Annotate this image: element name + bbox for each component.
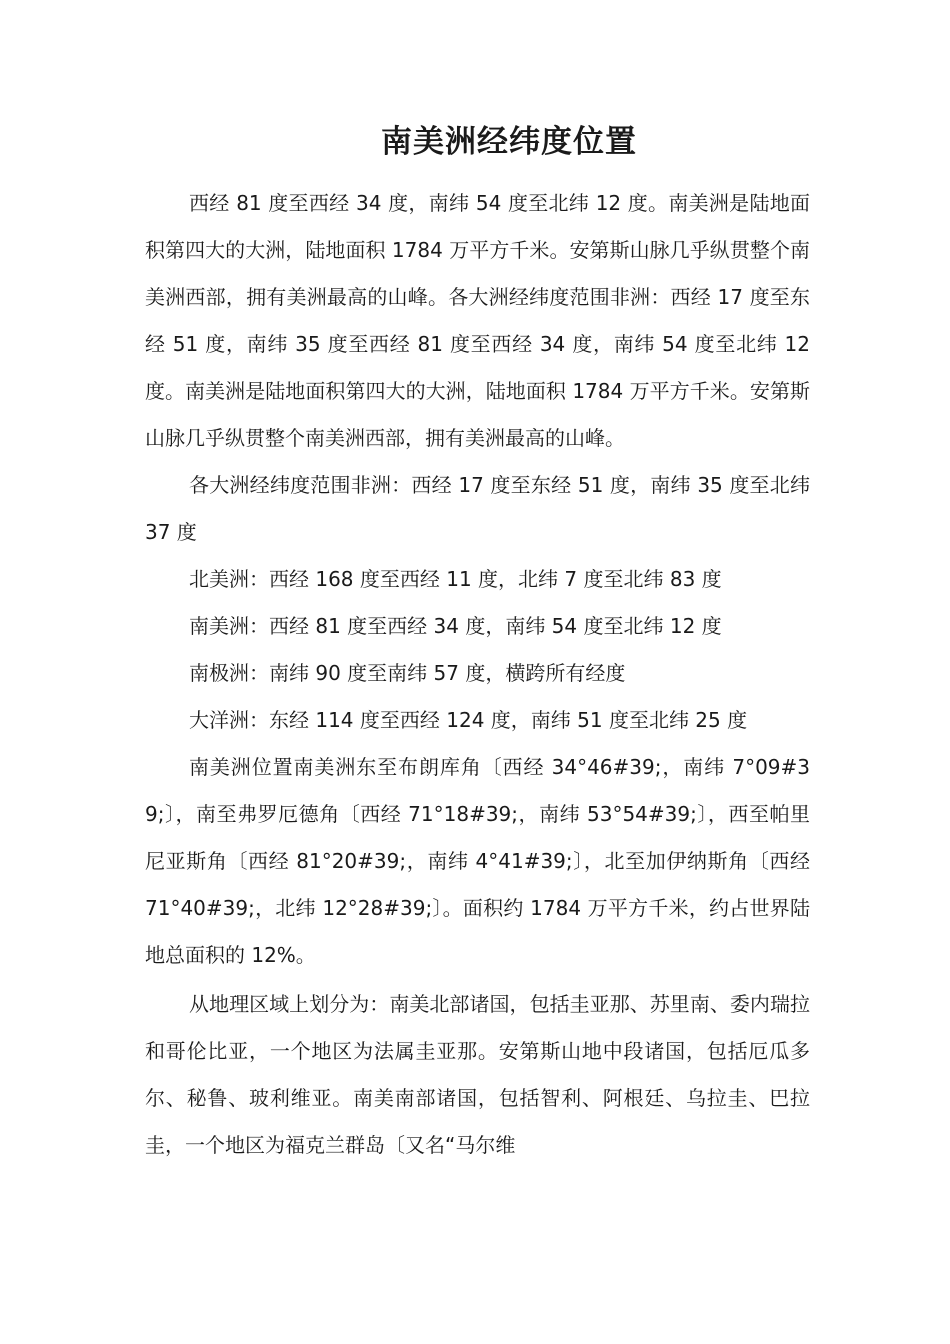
paragraph: 从地理区域上划分为：南美北部诸国，包括圭亚那、苏里南、委内瑞拉和哥伦比亚，一个地区为法属圭亚那。安第斯山地中段诸国，包括厄瓜多尔、秘鲁、玻利维亚。南美南部诸国，包括智利、阿根廷、乌拉圭、巴拉圭，一个地区为福克兰群岛〔又名“马尔维 [145, 992, 810, 1157]
paragraph: 各大洲经纬度范围非洲：西经 17 度至东经 51 度，南纬 35 度至北纬 37 度 [145, 473, 810, 544]
paragraph: 北美洲：西经 168 度至西经 11 度，北纬 7 度至北纬 83 度 [189, 567, 722, 591]
paragraph: 大洋洲：东经 114 度至西经 124 度，南纬 51 度至北纬 25 度 [189, 708, 748, 732]
paragraph: 西经 81 度至西经 34 度，南纬 54 度至北纬 12 度。南美洲是陆地面积第四大的大洲，陆地面积 1784 万平方千米。安第斯山脉几乎纵贯整个南美洲西部，拥有美洲最高的山峰。各大洲经纬度范围非洲：西经 17 度至东经 51 度，南纬 35 度至西经 81 度至西经 34 度，南纬 54 度至北纬 12 度。南美洲是陆地面积第四大的大洲，陆地面积 1784 万平方千米。安第斯山脉几乎纵贯整个南美洲西部，拥有美洲最高的山峰。 [145, 191, 810, 450]
paragraph: 南美洲：西经 81 度至西经 34 度，南纬 54 度至北纬 12 度 [189, 614, 722, 638]
paragraph: 南极洲：南纬 90 度至南纬 57 度，横跨所有经度 [189, 661, 626, 685]
paragraph: 南美洲位置南美洲东至布朗库角〔西经 34°46#39;，南纬 7°09#39;〕，南至弗罗厄德角〔西经 71°18#39;，南纬 53°54#39;〕，西至帕里尼亚斯角〔西经 81°20#39;，南纬 4°41#39;〕，北至加伊纳斯角〔西经 71°40#39;，北纬 12°28#39;〕。面积约 1784 万平方千米，约占世界陆地总面积的 12%。 [145, 755, 810, 967]
document-body [145, 180, 810, 1169]
document-title: 南美洲经纬度位置 [381, 124, 637, 160]
